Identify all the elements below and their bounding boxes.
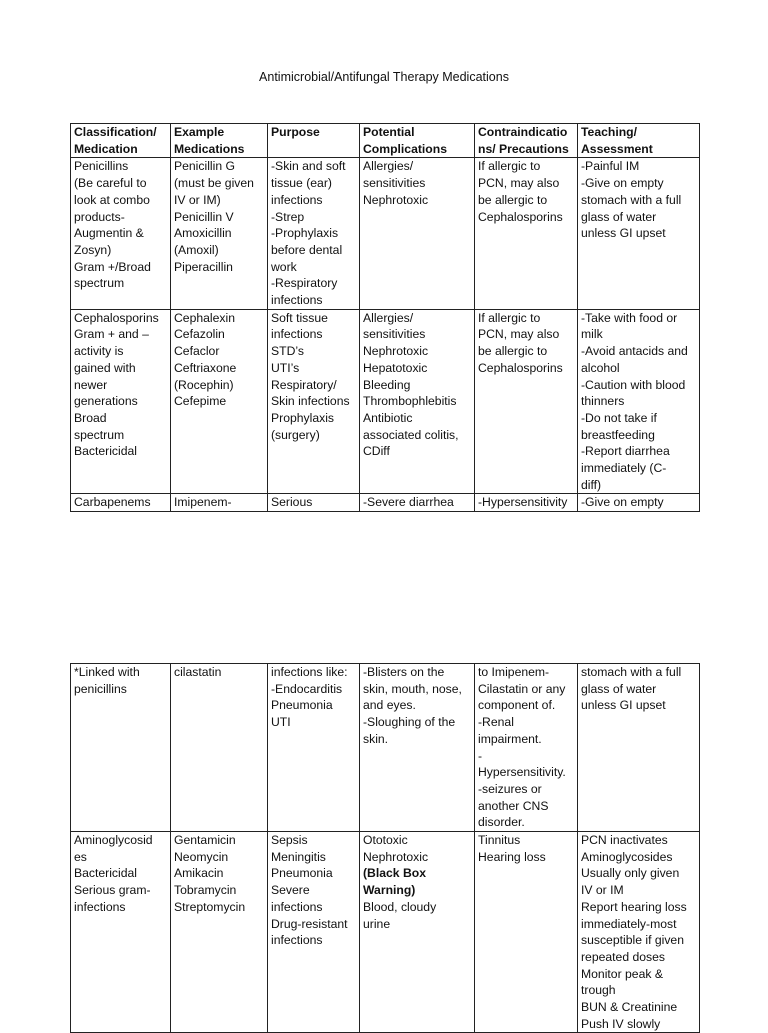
cell-text-line: If allergic to bbox=[478, 310, 541, 325]
cell-examples bbox=[171, 494, 268, 512]
cell-text-line: Classification/ bbox=[74, 125, 157, 139]
cell-text-line: infections bbox=[74, 899, 126, 914]
cell-text-line: Cefazolin bbox=[174, 327, 225, 342]
cell-text-line: Serious gram- bbox=[74, 883, 151, 898]
cell-text-line: Bactericidal bbox=[74, 866, 137, 881]
cell-text-line: Pneumonia bbox=[271, 698, 333, 713]
cell-text-line: STD’s bbox=[271, 344, 304, 359]
cell-text-line: glass of water bbox=[581, 209, 657, 224]
cell-text-line: PCN, may also bbox=[478, 176, 560, 191]
table-header-row bbox=[71, 124, 700, 158]
cell-text-line: Hepatotoxic bbox=[363, 360, 428, 375]
cell-text-line: Medication bbox=[74, 141, 138, 156]
cell-text-line: glass of water bbox=[581, 681, 657, 696]
cell-text-line: Cephalosporins bbox=[74, 310, 159, 325]
cell-text-line: -Take with food or bbox=[581, 310, 678, 325]
cell-text-line: disorder. bbox=[478, 815, 525, 830]
cell-text-line: Ototoxic bbox=[363, 833, 408, 848]
cell-text-line: (surgery) bbox=[271, 427, 320, 442]
cell-text-line: Broad bbox=[74, 410, 107, 425]
cell-text-line: -Severe diarrhea bbox=[363, 495, 454, 510]
cell-purpose bbox=[268, 494, 360, 512]
cell-text-line: -Avoid antacids and bbox=[581, 344, 688, 359]
cell-text-line: newer bbox=[74, 377, 108, 392]
cell-text-line: Warning) bbox=[363, 883, 416, 898]
cell-teaching bbox=[578, 158, 700, 309]
table-row bbox=[71, 664, 700, 832]
cell-complications bbox=[360, 158, 475, 309]
page-title: Antimicrobial/Antifungal Therapy Medications bbox=[259, 70, 509, 84]
cell-text-line: IV or IM bbox=[581, 883, 624, 898]
cell-text-line: Zosyn) bbox=[74, 242, 112, 257]
cell-text-line: Aminoglycosid bbox=[74, 833, 153, 848]
cell-text-line: Complications bbox=[363, 141, 447, 156]
cell-text-line: infections bbox=[271, 933, 323, 948]
cell-text-line: Thrombophlebitis bbox=[363, 394, 457, 409]
cell-text-line: -Renal bbox=[478, 715, 514, 730]
cell-text-line: BUN & Creatinine bbox=[581, 1000, 678, 1015]
cell-text-line: IV or IM) bbox=[174, 192, 221, 207]
cell-text-line: another CNS bbox=[478, 798, 549, 813]
cell-purpose bbox=[268, 832, 360, 1033]
cell-text-line: Hearing loss bbox=[478, 849, 546, 864]
cell-text-line: Potential bbox=[363, 125, 415, 139]
header-purpose bbox=[268, 124, 360, 158]
cell-teaching bbox=[578, 309, 700, 494]
cell-examples bbox=[171, 832, 268, 1033]
cell-text-line: Serious bbox=[271, 495, 313, 510]
cell-complications bbox=[360, 664, 475, 832]
cell-text-line: cilastatin bbox=[174, 665, 222, 679]
cell-teaching bbox=[578, 494, 700, 512]
cell-text-line: -Sloughing of the bbox=[363, 715, 456, 730]
cell-text-line: Antibiotic bbox=[363, 410, 413, 425]
cell-classification bbox=[71, 158, 171, 309]
cell-text-line: Contraindicatio bbox=[478, 125, 568, 139]
cell-text-line: PCN, may also bbox=[478, 327, 560, 342]
cell-text-line: (Black Box bbox=[363, 866, 426, 881]
header-example-medications bbox=[171, 124, 268, 158]
cell-text-line: Tinnitus bbox=[478, 833, 521, 848]
cell-contraindications bbox=[475, 664, 578, 832]
cell-text-line: Teaching/ bbox=[581, 125, 637, 139]
cell-text-line: ns/ Precautions bbox=[478, 141, 569, 156]
cell-text-line: repeated doses bbox=[581, 949, 666, 964]
cell-text-line: Bleeding bbox=[363, 377, 411, 392]
cell-text-line: - bbox=[478, 748, 483, 763]
header-teaching-assessment bbox=[578, 124, 700, 158]
cell-text-line: Cilastatin or any bbox=[478, 681, 566, 696]
cell-text-line: Bactericidal bbox=[74, 444, 137, 459]
cell-text-line: sensitivities bbox=[363, 327, 426, 342]
cell-text-line: be allergic to bbox=[478, 192, 548, 207]
cell-text-line: immediately-most bbox=[581, 916, 677, 931]
cell-text-line: sensitivities bbox=[363, 176, 426, 191]
cell-text-line: look at combo bbox=[74, 192, 150, 207]
cell-text-line: skin. bbox=[363, 731, 389, 746]
cell-text-line: urine bbox=[363, 916, 391, 931]
cell-text-line: Amikacin bbox=[174, 866, 224, 881]
cell-text-line: infections bbox=[271, 293, 323, 308]
cell-text-line: and eyes. bbox=[363, 698, 416, 713]
cell-complications bbox=[360, 309, 475, 494]
table-row bbox=[71, 158, 700, 309]
cell-text-line: Amoxicillin bbox=[174, 226, 232, 241]
cell-text-line: Skin infections bbox=[271, 394, 350, 409]
cell-text-line: -Do not take if bbox=[581, 410, 657, 425]
cell-text-line: Respiratory/ bbox=[271, 377, 337, 392]
cell-text-line: Prophylaxis bbox=[271, 410, 334, 425]
cell-text-line: Gentamicin bbox=[174, 833, 236, 848]
cell-text-line: Hypersensitivity. bbox=[478, 765, 566, 780]
cell-examples bbox=[171, 664, 268, 832]
cell-text-line: If allergic to bbox=[478, 159, 541, 174]
cell-text-line: Cephalosporins bbox=[478, 209, 563, 224]
cell-text-line: -Strep bbox=[271, 209, 305, 224]
header-classification bbox=[71, 124, 171, 158]
cell-text-line: thinners bbox=[581, 394, 625, 409]
header-contraindications bbox=[475, 124, 578, 158]
table-row bbox=[71, 494, 700, 512]
cell-teaching bbox=[578, 664, 700, 832]
cell-contraindications bbox=[475, 832, 578, 1033]
cell-text-line: PCN inactivates bbox=[581, 833, 668, 848]
cell-text-line: Penicillins bbox=[74, 159, 129, 174]
cell-text-line: to Imipenem- bbox=[478, 665, 550, 679]
cell-text-line: skin, mouth, nose, bbox=[363, 681, 462, 696]
cell-classification bbox=[71, 832, 171, 1033]
cell-text-line: be allergic to bbox=[478, 344, 548, 359]
cell-text-line: -Prophylaxis bbox=[271, 226, 339, 241]
cell-text-line: diff) bbox=[581, 477, 602, 492]
cell-text-line: Gram +/Broad bbox=[74, 259, 151, 274]
cell-text-line: Severe bbox=[271, 883, 310, 898]
cell-text-line: Usually only given bbox=[581, 866, 680, 881]
cell-text-line: work bbox=[271, 259, 297, 274]
cell-text-line: Streptomycin bbox=[174, 899, 246, 914]
cell-text-line: Penicillin V bbox=[174, 209, 234, 224]
cell-text-line: (must be given bbox=[174, 176, 254, 191]
cell-text-line: Cephalexin bbox=[174, 310, 235, 325]
table-row bbox=[71, 309, 700, 494]
cell-text-line: Monitor peak & bbox=[581, 966, 663, 981]
cell-text-line: -Endocarditis bbox=[271, 681, 343, 696]
cell-text-line: spectrum bbox=[74, 427, 125, 442]
cell-text-line: immediately (C- bbox=[581, 461, 667, 476]
cell-text-line: Piperacillin bbox=[174, 259, 233, 274]
cell-text-line: trough bbox=[581, 983, 616, 998]
cell-text-line: Gram + and – bbox=[74, 327, 149, 342]
cell-text-line: Nephrotoxic bbox=[363, 344, 429, 359]
cell-contraindications bbox=[475, 309, 578, 494]
cell-text-line: susceptible if given bbox=[581, 933, 684, 948]
cell-text-line: stomach with a full bbox=[581, 192, 682, 207]
cell-text-line: -seizures or bbox=[478, 781, 542, 796]
cell-examples bbox=[171, 309, 268, 494]
cell-text-line: Cefaclor bbox=[174, 344, 220, 359]
cell-teaching bbox=[578, 832, 700, 1033]
cell-text-line: unless GI upset bbox=[581, 226, 666, 241]
cell-text-line: Cephalosporins bbox=[478, 360, 563, 375]
cell-text-line: Penicillin G bbox=[174, 159, 235, 174]
cell-text-line: -Caution with blood bbox=[581, 377, 686, 392]
cell-text-line: infections like: bbox=[271, 665, 348, 679]
cell-classification bbox=[71, 664, 171, 832]
cell-text-line: Ceftriaxone bbox=[174, 360, 237, 375]
cell-text-line: -Skin and soft bbox=[271, 159, 346, 174]
cell-text-line: *Linked with bbox=[74, 665, 140, 679]
cell-text-line: Meningitis bbox=[271, 849, 326, 864]
cell-text-line: (Amoxil) bbox=[174, 242, 219, 257]
cell-text-line: tissue (ear) bbox=[271, 176, 332, 191]
cell-examples bbox=[171, 158, 268, 309]
cell-text-line: Neomycin bbox=[174, 849, 229, 864]
cell-text-line: Cefepime bbox=[174, 394, 227, 409]
cell-text-line: -Painful IM bbox=[581, 159, 640, 174]
cell-text-line: Nephrotoxic bbox=[363, 849, 429, 864]
cell-text-line: unless GI upset bbox=[581, 698, 666, 713]
cell-text-line: alcohol bbox=[581, 360, 620, 375]
cell-text-line: breastfeeding bbox=[581, 427, 655, 442]
cell-text-line: before dental bbox=[271, 242, 343, 257]
cell-text-line: Allergies/ bbox=[363, 310, 414, 325]
cell-text-line: Sepsis bbox=[271, 833, 308, 848]
cell-text-line: activity is bbox=[74, 344, 124, 359]
cell-text-line: Pneumonia bbox=[271, 866, 333, 881]
cell-text-line: infections bbox=[271, 899, 323, 914]
cell-text-line: -Blisters on the bbox=[363, 665, 445, 679]
cell-text-line: associated colitis, bbox=[363, 427, 459, 442]
cell-classification bbox=[71, 309, 171, 494]
cell-complications bbox=[360, 832, 475, 1033]
cell-text-line: Imipenem- bbox=[174, 495, 232, 510]
cell-text-line: Medications bbox=[174, 141, 245, 156]
medication-table bbox=[70, 123, 700, 512]
cell-text-line: UTI bbox=[271, 715, 291, 730]
cell-classification bbox=[71, 494, 171, 512]
cell-text-line: Assessment bbox=[581, 141, 653, 156]
cell-text-line: Drug-resistant bbox=[271, 916, 348, 931]
cell-text-line: Example bbox=[174, 125, 225, 139]
cell-text-line: Allergies/ bbox=[363, 159, 414, 174]
cell-text-line: infections bbox=[271, 327, 323, 342]
cell-purpose bbox=[268, 309, 360, 494]
cell-text-line: stomach with a full bbox=[581, 665, 682, 679]
cell-text-line: -Give on empty bbox=[581, 495, 664, 510]
cell-purpose bbox=[268, 664, 360, 832]
cell-text-line: -Give on empty bbox=[581, 176, 664, 191]
cell-text-line: component of. bbox=[478, 698, 556, 713]
cell-text-line: Report hearing loss bbox=[581, 899, 687, 914]
cell-text-line: -Respiratory bbox=[271, 276, 338, 291]
header-potential-complications bbox=[360, 124, 475, 158]
cell-text-line: es bbox=[74, 849, 87, 864]
cell-text-line: Aminoglycosides bbox=[581, 849, 673, 864]
cell-contraindications bbox=[475, 494, 578, 512]
cell-text-line: penicillins bbox=[74, 681, 127, 696]
cell-text-line: Tobramycin bbox=[174, 883, 237, 898]
cell-text-line: -Hypersensitivity bbox=[478, 495, 568, 510]
cell-text-line: Nephrotoxic bbox=[363, 192, 429, 207]
cell-text-line: (Be careful to bbox=[74, 176, 147, 191]
cell-text-line: products- bbox=[74, 209, 125, 224]
cell-text-line: milk bbox=[581, 327, 603, 342]
cell-text-line: UTI’s bbox=[271, 360, 300, 375]
cell-text-line: (Rocephin) bbox=[174, 377, 234, 392]
table-row bbox=[71, 832, 700, 1033]
cell-text-line: Soft tissue bbox=[271, 310, 328, 325]
cell-text-line: Purpose bbox=[271, 125, 320, 139]
cell-purpose bbox=[268, 158, 360, 309]
cell-text-line: Carbapenems bbox=[74, 495, 151, 510]
cell-text-line: gained with bbox=[74, 360, 136, 375]
cell-text-line: CDiff bbox=[363, 444, 390, 459]
cell-text-line: Blood, cloudy bbox=[363, 899, 437, 914]
cell-text-line: Push IV slowly bbox=[581, 1016, 661, 1031]
cell-text-line: generations bbox=[74, 394, 138, 409]
cell-text-line: spectrum bbox=[74, 276, 125, 291]
cell-text-line: infections bbox=[271, 192, 323, 207]
cell-text-line: Augmentin & bbox=[74, 226, 144, 241]
cell-text-line: -Report diarrhea bbox=[581, 444, 670, 459]
medication-table-continued bbox=[70, 663, 700, 1033]
cell-contraindications bbox=[475, 158, 578, 309]
cell-text-line: impairment. bbox=[478, 731, 542, 746]
cell-complications bbox=[360, 494, 475, 512]
